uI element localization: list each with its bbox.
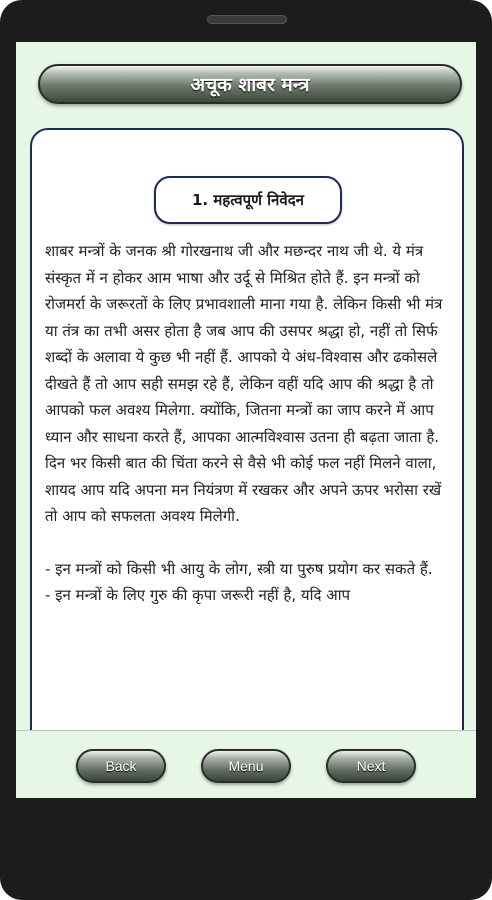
menu-button[interactable]: [201, 749, 291, 783]
section-heading-box: [154, 176, 342, 224]
article-paragraph: - इन मन्त्रों के लिए गुरु की कृपा जरूरी नहीं है, यदि आप: [45, 586, 351, 604]
section-heading: 1. महत्वपूर्ण निवेदन: [191, 191, 305, 209]
bottom-nav-bar: [16, 730, 476, 798]
content-panel[interactable]: [30, 128, 464, 748]
app-screen: [16, 42, 476, 798]
article-text: [45, 238, 457, 609]
app-title: अचूक शाबर मन्त्र: [190, 74, 310, 96]
back-button-label: Back: [105, 758, 137, 774]
menu-button-label: Menu: [228, 758, 264, 774]
app-title-bar: [38, 64, 462, 104]
article-paragraph: - इन मन्त्रों को किसी भी आयु के लोग, स्त्री या पुरुष प्रयोग कर सकते हैं.: [45, 559, 433, 578]
back-button[interactable]: [76, 749, 166, 783]
phone-speaker: [207, 15, 287, 24]
next-button[interactable]: [326, 749, 416, 783]
article-paragraph: शाबर मन्त्रों के जनक श्री गोरखनाथ जी और मछन्दर नाथ जी थे. ये मंत्र संस्कृत में न होकर आम भाषा और उर्दू से मिश्रित होते हैं. इन मन्त्रों को रोजमर्रा के जरूरतों के लिए प्रभावशाली माना गया है. लेकिन किसी भी मंत्र या तंत्र का तभी असर होता है जब आप की उसपर श्रद्धा हो, नहीं तो सिर्फ शब्दों के अलावा ये कुछ भी नहीं हैं. आपको ये अंध-विश्वास और ढकोसले दीखते हैं तो आप सही समझ रहे हैं, लेकिन वहीं यदि आप की श्रद्धा है तो आपको फल अवश्य मिलेगा. क्योंकि, जितना मन्त्रों का जाप करने में आप ध्यान और साधना करते हैं, आपका आत्मविश्वास उतना ही बढ़ता जाता है. दिन भर किसी बात की चिंता करने से वैसे भी कोई फल नहीं मिलने वाला, शायद आप यदि अपना मन नियंत्रण में रखकर और अपने ऊपर भरोसा रखें तो आप को सफलता अवश्य मिलेगी.: [45, 242, 443, 525]
next-button-label: Next: [356, 758, 386, 774]
